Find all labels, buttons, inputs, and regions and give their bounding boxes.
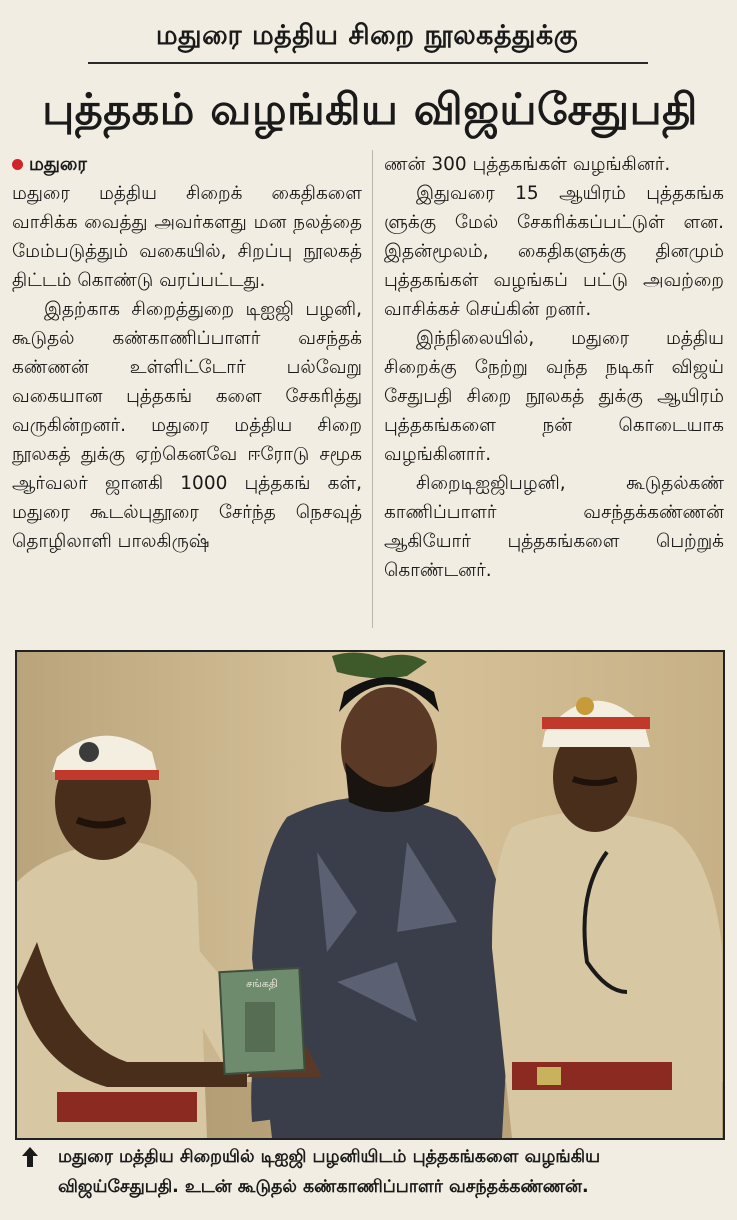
up-arrow-icon bbox=[18, 1145, 42, 1169]
book-title: சங்கதி bbox=[246, 977, 278, 990]
article-paragraph: சிறைடிஐஜிபழனி, கூடுதல்கண் காணிப்பாளர் வசந்தக்கண்ணன் ஆகியோர் புத்தகங்களை பெற்றுக் கொண்டனர். bbox=[384, 473, 724, 581]
article-paragraph: இதற்காக சிறைத்துறை டிஐஜி பழனி, கூடுதல் கண்காணிப்பாளர் வசந்தக் கண்ணன் உள்ளிட்டோர் பல்வேறு வகையான புத்தகங் களை சேகரித்து வருகின்றனர். மதுரை மத்திய சிறை நூலகத் துக்கு ஏற்கெனவே ஈரோடு சமூக ஆர்வலர் ஜானகி 1000 புத்தகங் கள், மதுரை கூடல்புதூரை சேர்ந்த நெசவுத் தொழிலாளி பாலகிருஷ் bbox=[12, 299, 362, 552]
red-dot-icon bbox=[12, 159, 23, 170]
caption-line-1: மதுரை மத்திய சிறையில் டிஐஜி பழனியிடம் புத்தகங்களை வழங்கிய bbox=[58, 1147, 601, 1167]
dateline-city: மதுரை bbox=[29, 154, 87, 175]
caption-line-2: விஜய்சேதுபதி. உடன் கூடுதல் கண்காணிப்பாளர் வசந்தக்கண்ணன். bbox=[58, 1177, 589, 1197]
photo-illustration bbox=[17, 652, 723, 1138]
main-headline: புத்தகம் வழங்கிய விஜய்சேதுபதி bbox=[42, 85, 698, 135]
column-divider bbox=[372, 150, 373, 628]
kicker-underline bbox=[88, 62, 648, 64]
article-paragraph: மதுரை மத்திய சிறைக் கைதிகளை வாசிக்க வைத்து அவர்களது மன நலத்தை மேம்படுத்தும் வகையில், சிறப்பு நூலகத் திட்டம் கொண்டு வரப்பட்டது. bbox=[12, 183, 362, 291]
dateline bbox=[12, 150, 87, 179]
book-held bbox=[219, 968, 304, 1074]
article-column-2 bbox=[384, 150, 724, 585]
article-paragraph: இதுவரை 15 ஆயிரம் புத்தகங்க ளுக்கு மேல் சேகரிக்கப்பட்டுள் ளன. இதன்மூலம், கைதிகளுக்கு தினமும் புத்தகங்கள் வழங்கப் பட்டு அவற்றை வாசிக்கச் செய்கின் றனர். bbox=[384, 183, 724, 320]
article-paragraph: இந்நிலையில், மதுரை மத்திய சிறைக்கு நேற்று வந்த நடிகர் விஜய் சேதுபதி சிறை நூலகத் துக்கு ஆயிரம் புத்தகங்களை நன் கொடையாக வழங்கினார். bbox=[384, 328, 724, 465]
article-paragraph: ணன் 300 புத்தகங்கள் வழங்கினர். bbox=[384, 154, 671, 175]
kicker-headline: மதுரை மத்திய சிறை நூலகத்துக்கு bbox=[155, 20, 579, 51]
article-column-1 bbox=[12, 150, 362, 556]
news-photo bbox=[15, 650, 725, 1140]
photo-caption bbox=[18, 1142, 723, 1206]
